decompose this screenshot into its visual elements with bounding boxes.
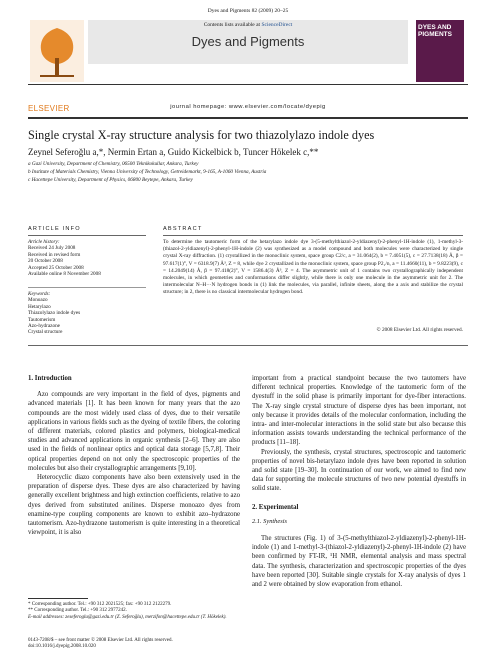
running-head: Dyes and Pigments 82 (2009) 20–25 — [207, 8, 289, 14]
abstract-heading: ABSTRACT — [163, 226, 203, 232]
article-history — [28, 239, 128, 277]
corresponding-author-1: * Corresponding author. Tel.: +90 312 2021525; fax: +90 312 2122279. — [28, 602, 172, 607]
cover-title: DYES AND PIGMENTS — [418, 24, 452, 38]
affiliation-a: a Gazi University, Department of Chemistry, 06500 Teknikokullar, Ankara, Turkey — [28, 161, 199, 167]
affiliation-c: c Hacettepe University, Department of Physics, 06800 Beytepe, Ankara, Turkey — [28, 177, 193, 183]
history-item: Received 24 July 2008 — [28, 245, 76, 252]
corresponding-author-2: ** Corresponding author. Tel.: +90 312 2977242. — [28, 608, 127, 614]
synthesis-paragraph: The structures (Fig. 1) of 3-(5-methylthiazol-2-yldiazenyl)-2-phenyl-1H-indole (1) and 1-methyl-3-(thiazol-2-yldiazenyl)-2-phenyl-1H-indole (2) have been confirmed by FT-IR, ¹H NMR, elemental analysis and mass spectral data. The synthesis, characterization and spectroscopic properties of the dyes have been reported [30]. Suitable single crystals for X-ray analysis of dyes 1 and 2 were obtained by slow evaporation from ethanol. — [252, 535, 466, 589]
issn-line: 0143-7208/$ – see front matter © 2008 Elsevier Ltd. All rights reserved. — [28, 638, 173, 643]
left-column — [28, 374, 240, 537]
history-item: Received in revised form — [28, 251, 81, 258]
intro-paragraph-3: important from a practical standpoint because the two tautomers have different technical properties. Knowledge of the tautomeric form of the dyestuff in the solid phase is primarily important for dye-fiber interactions. The X-ray single crystal structure of disperse dyes has been important, not only because it provides details of the molecular conformation, including the intra- and inter-molecular interactions in the solid state but also because this information assists towards understanding the technical performance of the products [11–18]. — [252, 375, 466, 447]
affiliation-b: b Institute of Materials Chemistry, Vienna University of Technology, Getreidemarkt, 9-165, A-1060 Vienna, Austria — [28, 169, 267, 175]
article-info-heading: ARTICLE INFO — [28, 226, 81, 232]
info-rule — [28, 235, 146, 236]
header-rule-bottom — [28, 117, 468, 119]
keyword: Tautomerism — [28, 316, 56, 323]
publisher-name: ELSEVIER — [28, 104, 70, 113]
header-rule-top — [28, 84, 468, 85]
journal-homepage: journal homepage: www.elsevier.com/locate/dyepig — [170, 104, 326, 110]
synthesis-subheading: 2.1. Synthesis — [252, 517, 287, 525]
intro-paragraph-1: Azo compounds are very important in the field of dyes, pigments and advanced materials [1]. It has been known for many years that the azo compounds are the most widely used class of dyes, due to their versatile applications in various fields such as the dyeing of textile fibers, the coloring of different materials, colored plastics and polymers, biological-medical studies and advanced applications in organic synthesis [2–6]. They are also used in the fields of nonlinear optics and optical data storage [5,7,8]. Their optical properties depend on not only the spectroscopic properties of the molecules but also their crystallographic arrangements [9,10]. — [28, 391, 240, 472]
email-addresses: E-mail addresses: zeseferoglu@gazi.edu.tr (Z. Seferoğlu), merzifon@hacettepe.edu.tr (T. Hökelek). — [28, 614, 227, 620]
abstract-end-rule — [28, 345, 468, 346]
keyword: Azo-hydrazone — [28, 323, 60, 330]
intro-paragraph-2: Heterocyclic diazo components have also been extensively used in the preparation of disperse dyes. These dyes are also characterized by having generally excellent brightness and high extinction coefficients, relative to azo dyes derived from substituted anilines. Disperse monoazo dyes from enamine-type coupling components are known to exhibit azo–hydrazone tautomerism. Azo-hydrazone tautomerism is quite interesting in a theoretical viewpoint, it is also — [28, 474, 240, 537]
history-item: Available online 8 November 2008 — [28, 271, 101, 278]
history-label: Article history: — [28, 239, 60, 245]
experimental-heading: 2. Experimental — [252, 503, 299, 511]
contents-line — [88, 22, 408, 28]
footnote-rule — [28, 598, 88, 599]
keywords-rule — [28, 287, 146, 288]
abstract-rule — [163, 235, 463, 236]
history-item: Accepted 25 October 2008 — [28, 264, 84, 271]
contents-prefix: Contents lists available at — [203, 22, 261, 28]
right-column — [252, 374, 466, 589]
abstract-copyright: © 2008 Elsevier Ltd. All rights reserved. — [376, 327, 463, 333]
keyword: Hetarylazo — [28, 303, 51, 310]
keyword-list — [28, 291, 128, 336]
keyword: Crystal structure — [28, 329, 63, 336]
author-list: Zeynel Seferoğlu a,*, Nermin Ertan a, Guido Kickelbick b, Tuncer Hökelek c,** — [28, 147, 319, 157]
article-title: Single crystal X-ray structure analysis for two thiazolylazo indole dyes — [28, 128, 375, 142]
abstract-text: To determine the tautomeric form of the hetarylazo indole dye 3-(5-methylthiazol-2-yldiazenyl)-2-phenyl-1H-indole (1), 1-methyl-3-(thiazol-2-yldiazenyl)-2-phenyl-1H-indole (2) was synthesized as a model compound and both molecules were characterized by single crystal X-ray diffraction. (1) crystallized in the monoclinic system, space group C2/c, a = 31.064(2), b = 7.4051(5), c = 27.7138(18) Å, β = 97.617(1)°, V = 6318.9(7) Å³, Z = 8, while dye 2 crystallized in the monoclinic system, space group P2₁/n, a = 11.4660(11), b = 9.8223(9), c = 14.2049(14) Å, β = 97.418(2)°, V = 1586.4(3) Å³, Z = 4. The asymmetric unit of 1 contains two crystallographically independent molecules, in which geometries and conformations differ slightly, while there is only one molecule in the asymmetric unit for 2. The intermolecular N–H···N hydrogen bonds in (1) link the molecules, via parallel, infinite sheets, along the a axis and stabilize the crystal structure; in 2, there is no classical intermolecular hydrogen bond. — [163, 239, 463, 296]
introduction-heading: 1. Introduction — [28, 375, 72, 382]
history-item: 20 October 2008 — [28, 258, 63, 265]
elsevier-tree-logo — [30, 20, 84, 82]
keywords-label: Keywords: — [28, 291, 51, 297]
keyword: Monoazo — [28, 297, 48, 304]
journal-name: Dyes and Pigments — [191, 34, 305, 49]
footnotes — [28, 602, 238, 621]
keyword: Thiazolylazo indole dyes — [28, 310, 81, 317]
intro-paragraph-4: Previously, the synthesis, crystal structures, spectroscopic and tautomeric properties of novel bis-hetarylazo indole dyes have been reported in solution and solid state [19–30]. In continuation of our work, we aimed to find new data for supporting the molecule structures of two new potential dyestuffs in solid state. — [252, 448, 466, 493]
sciencedirect-link[interactable]: ScienceDirect — [261, 22, 293, 28]
publication-info — [28, 638, 173, 651]
doi-line: doi:10.1016/j.dyepig.2008.10.020 — [28, 644, 96, 650]
